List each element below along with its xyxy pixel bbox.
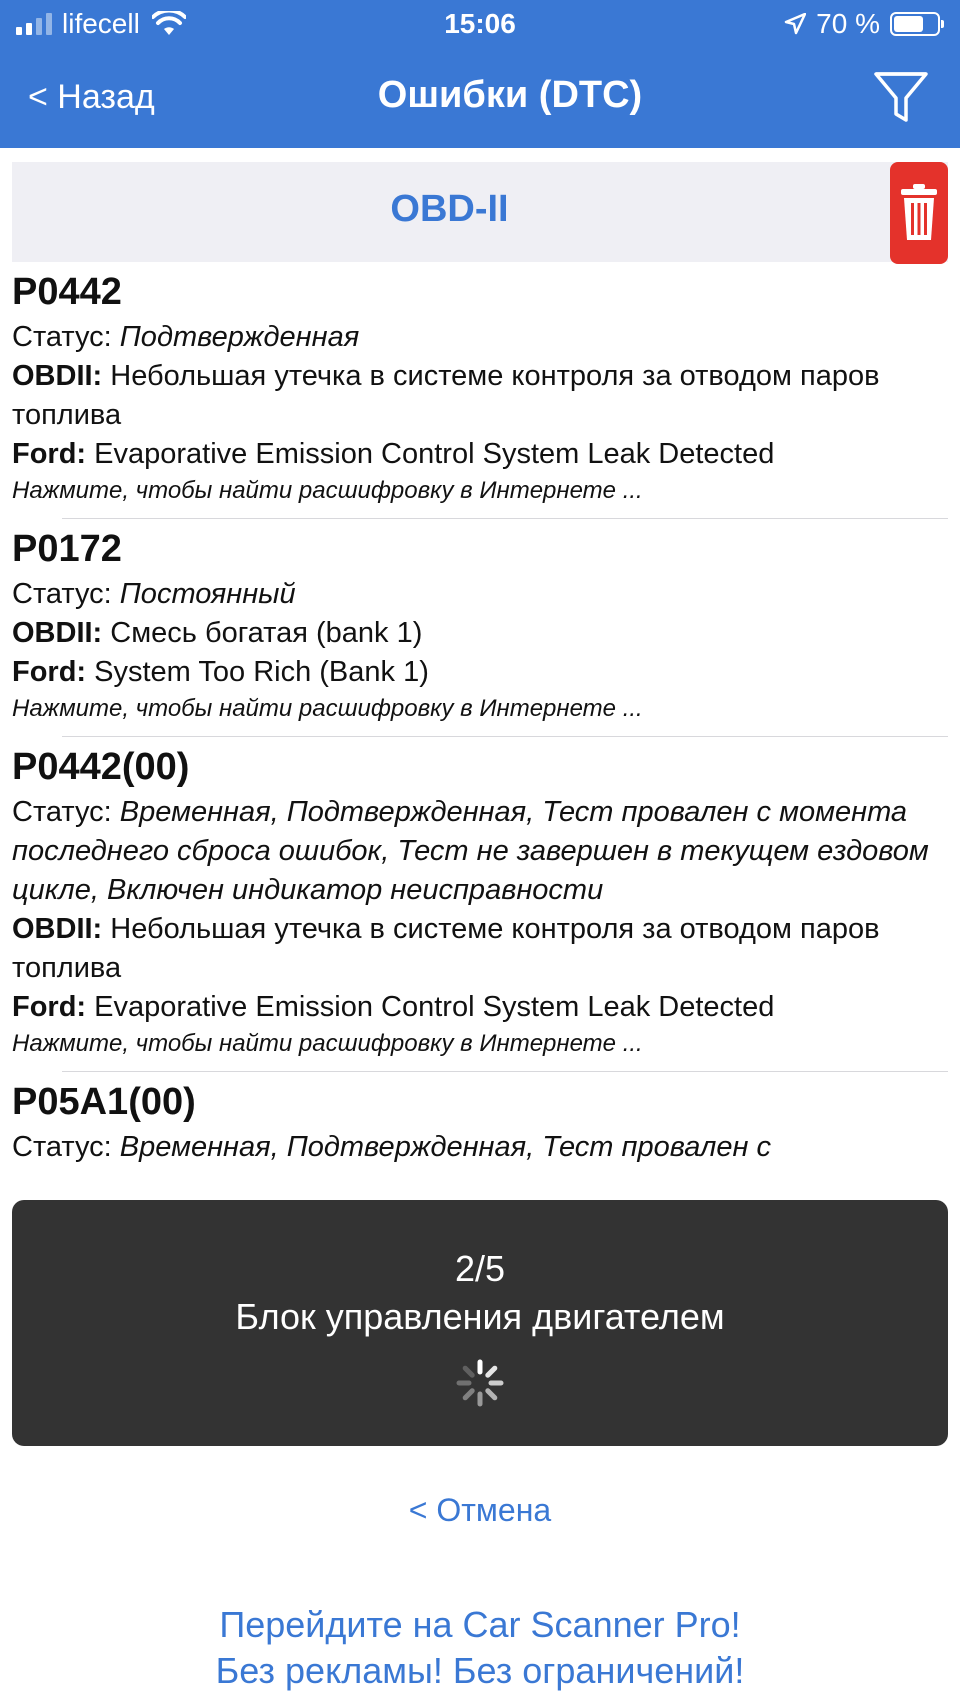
search-online-hint[interactable]: Нажмите, чтобы найти расшифровку в Интернете ... (12, 1030, 643, 1057)
status-value: Подтвержденная (119, 321, 360, 353)
ford-text: System Too Rich (Bank 1) (94, 656, 429, 688)
divider (62, 736, 948, 737)
ford-text: Evaporative Emission Control System Leak Detected (94, 991, 775, 1023)
back-button[interactable]: < Назад (28, 78, 155, 116)
search-online-hint[interactable]: Нажмите, чтобы найти расшифровку в Интернете ... (12, 695, 643, 722)
dtc-obd-description (12, 614, 948, 653)
dtc-item[interactable] (12, 1076, 948, 1177)
status-label: Статус: (12, 1131, 112, 1163)
obd-text: Смесь богатая (bank 1) (110, 617, 423, 649)
divider (62, 1071, 948, 1072)
scan-module-name: Блок управления двигателем (235, 1296, 725, 1337)
pro-upgrade-banner[interactable] (0, 1602, 960, 1694)
status-time: 15:06 (444, 8, 516, 39)
dtc-status (12, 575, 948, 614)
loading-spinner-icon (455, 1358, 505, 1408)
battery-icon (890, 12, 940, 36)
cancel-button[interactable]: < Отмена (408, 1492, 552, 1528)
filter-icon[interactable] (872, 68, 930, 126)
obd-text: Небольшая утечка в системе контроля за отводом паров топлива (12, 913, 880, 984)
carrier-name: lifecell (62, 8, 140, 39)
dtc-obd-description (12, 910, 948, 988)
promo-line-2: Без рекламы! Без ограничений! (215, 1650, 745, 1691)
status-label: Статус: (12, 321, 112, 353)
ford-label: Ford: (12, 438, 87, 470)
status-value: Постоянный (119, 578, 296, 610)
dtc-status (12, 1128, 948, 1167)
status-value: Временная, Подтвержденная, Тест провален с (119, 1131, 772, 1163)
dtc-status (12, 793, 948, 910)
delete-errors-button[interactable] (890, 162, 948, 264)
page-title: Ошибки (DTC) (377, 74, 643, 116)
obd-text: Небольшая утечка в системе контроля за отводом паров топлива (12, 360, 880, 431)
promo-line-1: Перейдите на Car Scanner Pro! (219, 1604, 741, 1645)
dtc-obd-description (12, 357, 948, 435)
dtc-list (12, 262, 948, 1177)
status-label: Статус: (12, 578, 112, 610)
dtc-ford-description (12, 653, 948, 692)
location-arrow-icon (784, 13, 806, 35)
dtc-item[interactable] (12, 266, 948, 518)
loading-toast (12, 1200, 948, 1446)
dtc-code: P0172 (12, 528, 122, 570)
ford-text: Evaporative Emission Control System Leak Detected (94, 438, 775, 470)
obd-label: OBDII: (12, 617, 103, 649)
divider (62, 518, 948, 519)
status-label: Статус: (12, 796, 112, 828)
dtc-code: P05A1(00) (12, 1081, 196, 1123)
dtc-ford-description (12, 988, 948, 1027)
obd-label: OBDII: (12, 913, 103, 945)
section-title: OBD-II (390, 188, 509, 230)
section-header-obd (12, 162, 948, 262)
dtc-code: P0442 (12, 271, 122, 313)
top-bar (0, 0, 960, 148)
battery-level (894, 16, 923, 32)
scan-progress: 2/5 (454, 1248, 506, 1289)
obd-label: OBDII: (12, 360, 103, 392)
battery-percent: 70 % (816, 8, 880, 39)
dtc-status (12, 318, 948, 357)
status-value: Временная, Подтвержденная, Тест провален с момента последнего сброса ошибок, Тест не завершен в текущем ездовом цикле, Включен индикатор неисправности (12, 796, 929, 906)
dtc-item[interactable] (12, 523, 948, 736)
ford-label: Ford: (12, 656, 87, 688)
status-bar (0, 0, 960, 50)
dtc-item[interactable] (12, 741, 948, 1071)
ford-label: Ford: (12, 991, 87, 1023)
status-right (784, 8, 940, 40)
trash-icon (899, 184, 939, 242)
dtc-code: P0442(00) (12, 746, 190, 788)
search-online-hint[interactable]: Нажмите, чтобы найти расшифровку в Интернете ... (12, 477, 643, 504)
dtc-ford-description (12, 435, 948, 474)
navigation-bar (0, 58, 960, 138)
